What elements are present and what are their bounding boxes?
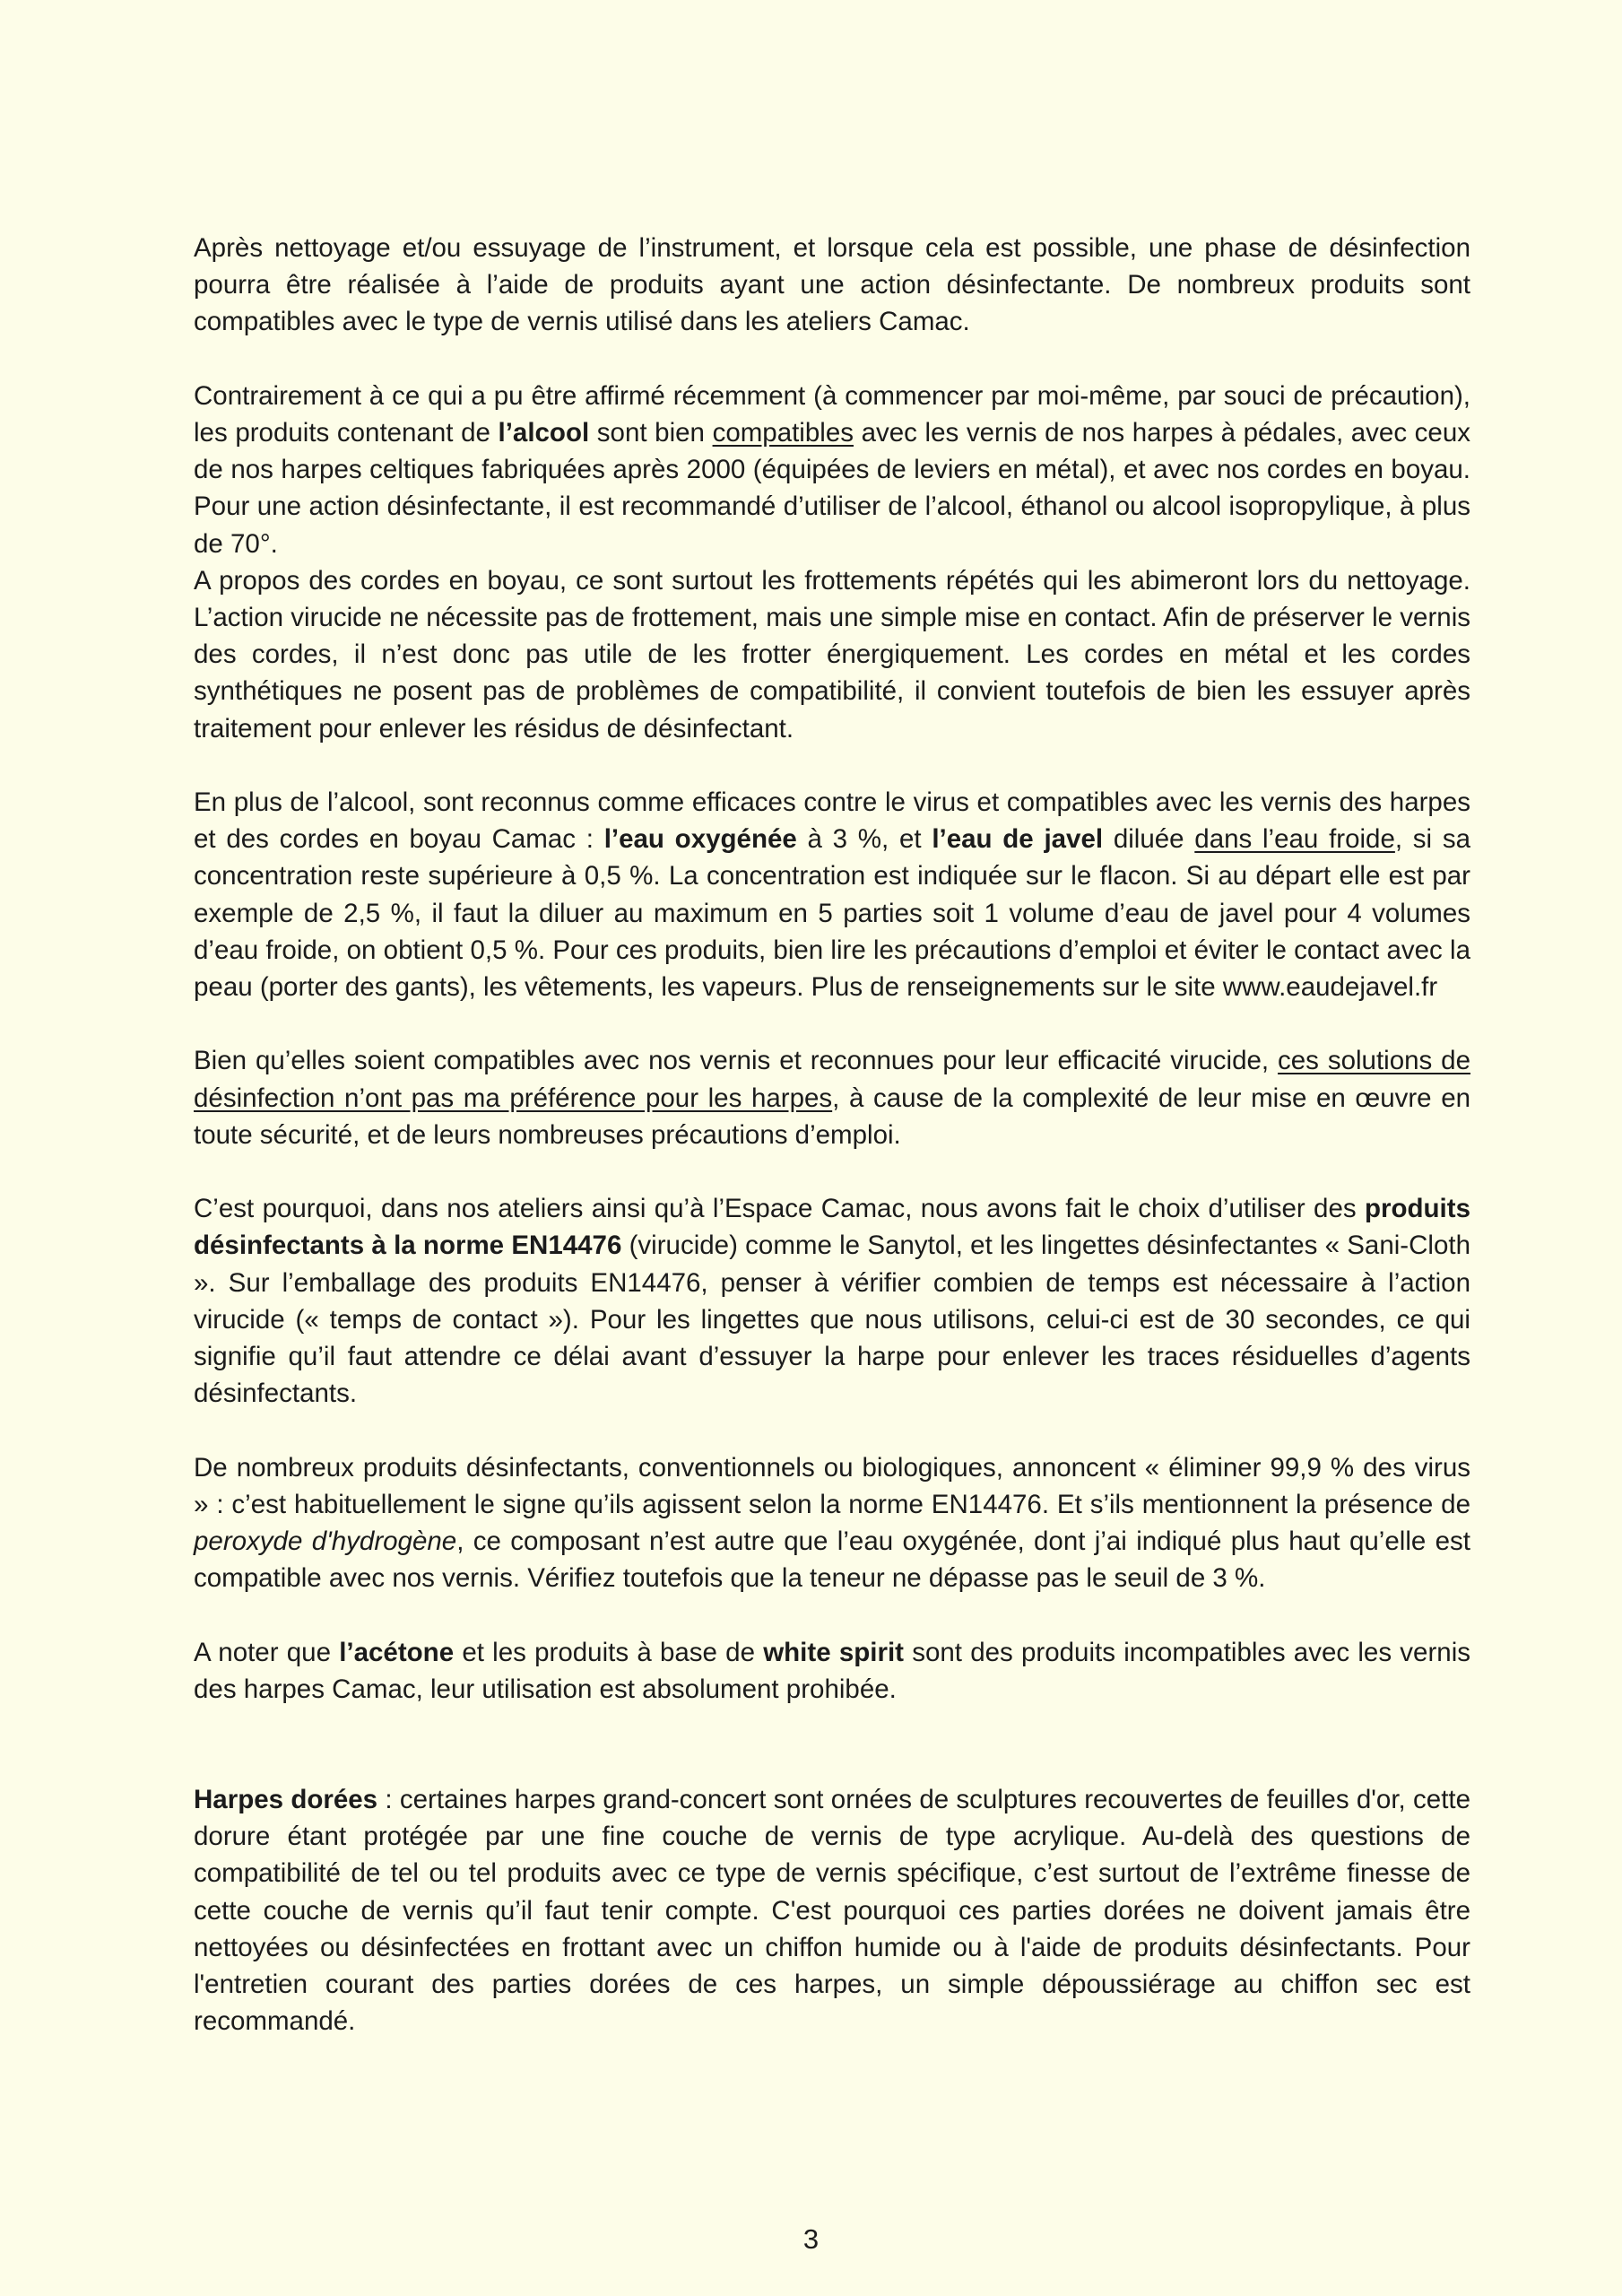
document-body (194, 230, 1470, 2039)
page-number: 3 (802, 2223, 820, 2255)
paragraph-en14476: C’est pourquoi, dans nos ateliers ainsi qu’à l’Espace Camac, nous avons fait le choix d’utiliser des produits désinfectants à la norme EN14476 (virucide) comme le Sanytol, et les lingettes désinfectantes « Sani-Cloth ». Sur l’emballage des produits EN14476, penser à vérifier combien de temps est nécessaire à l’action virucide (« temps de contact »). Pour les lingettes que nous utilisons, celui-ci est de 30 secondes, ce qui signifie qu’il faut attendre ce délai avant d’essuyer la harpe pour enlever les traces résiduelles d’agents désinfectants. (194, 1194, 1470, 1409)
paragraph-gilded-harps: Harpes dorées : certaines harpes grand-concert sont ornées de sculptures recouvertes de feuilles d'or, cette dorure étant protégée par une fine couche de vernis de type acrylique. Au-delà des questions de compatibilité de tel ou tel produits avec ce type de vernis spécifique, c’est surtout de l’extrême finesse de cette couche de vernis qu’il faut tenir compte. C'est pourquoi ces parties dorées ne doivent jamais être nettoyées ou désinfectées en frottant avec un chiffon humide ou à l'aide de produits désinfectants. Pour l'entretien courant des parties dorées de ces harpes, un simple dépoussiérage au chiffon sec est recommandé. (194, 1785, 1470, 2037)
paragraph-virus-claims: De nombreux produits désinfectants, conventionnels ou biologiques, annoncent « éliminer 99,9 % des virus » : c’est habituellement le signe qu’ils agissent selon la norme EN14476. Et s’ils mentionnent la présence de peroxyde d'hydrogène, ce composant n’est autre que l’eau oxygénée, dont j’ai indiqué plus haut qu’elle est compatible avec nos vernis. Vérifiez toutefois que la teneur ne dépasse pas le seuil de 3 %. (194, 1452, 1470, 1594)
paragraph-disinfection-intro: Après nettoyage et/ou essuyage de l’instrument, et lorsque cela est possible, une phase de désinfection pourra être réalisée à l’aide de produits ayant une action désinfectante. De nombreux produits sont compatibles avec le type de vernis utilisé dans les ateliers Camac. (194, 233, 1470, 337)
paragraph-preference: Bien qu’elles soient compatibles avec nos vernis et reconnues pour leur efficacité virucide, ces solutions de désinfection n’ont pas ma préférence pour les harpes, à cause de la complexité de leur mise en œuvre en toute sécurité, et de leurs nombreuses précautions d’emploi. (194, 1046, 1471, 1150)
paragraph-gut-strings: A propos des cordes en boyau, ce sont surtout les frottements répétés qui les abimeront lors du nettoyage. L’action virucide ne nécessite pas de frottement, mais une simple mise en contact. Afin de préserver le vernis des cordes, il n’est donc pas utile de les frotter énergiquement. Les cordes en métal et les cordes synthétiques ne posent pas de problèmes de compatibilité, il convient toutefois de bien les essuyer après traitement pour enlever les résidus de désinfectant. (194, 565, 1470, 744)
paragraph-alcohol: Contrairement à ce qui a pu être affirmé récemment (à commencer par moi-même, par souci de précaution), les produits contenant de l’alcool sont bien compatibles avec les vernis de nos harpes à pédales, avec ceux de nos harpes celtiques fabriquées après 2000 (équipées de leviers en métal), et avec nos cordes en boyau. Pour une action désinfectante, il est recommandé d’utiliser de l’alcool, éthanol ou alcool isopropylique, à plus de 70°. (194, 380, 1470, 559)
paragraph-incompatible-products: A noter que l’acétone et les produits à base de white spirit sont des produits incompatibles avec les vernis des harpes Camac, leur utilisation est absolument prohibée. (194, 1637, 1470, 1704)
paragraph-peroxide-bleach: En plus de l’alcool, sont reconnus comme efficaces contre le virus et compatibles avec les vernis des harpes et des cordes en boyau Camac : l’eau oxygénée à 3 %, et l’eau de javel diluée dans l’eau froide, si sa concentration reste supérieure à 0,5 %. La concentration est indiquée sur le flacon. Si au départ elle est par exemple de 2,5 %, il faut la diluer au maximum en 5 parties soit 1 volume d’eau de javel pour 4 volumes d’eau froide, on obtient 0,5 %. Pour ces produits, bien lire les précautions d’emploi et éviter le contact avec la peau (porter des gants), les vêtements, les vapeurs. Plus de renseignements sur le site www.eaudejavel.fr (194, 787, 1471, 1003)
